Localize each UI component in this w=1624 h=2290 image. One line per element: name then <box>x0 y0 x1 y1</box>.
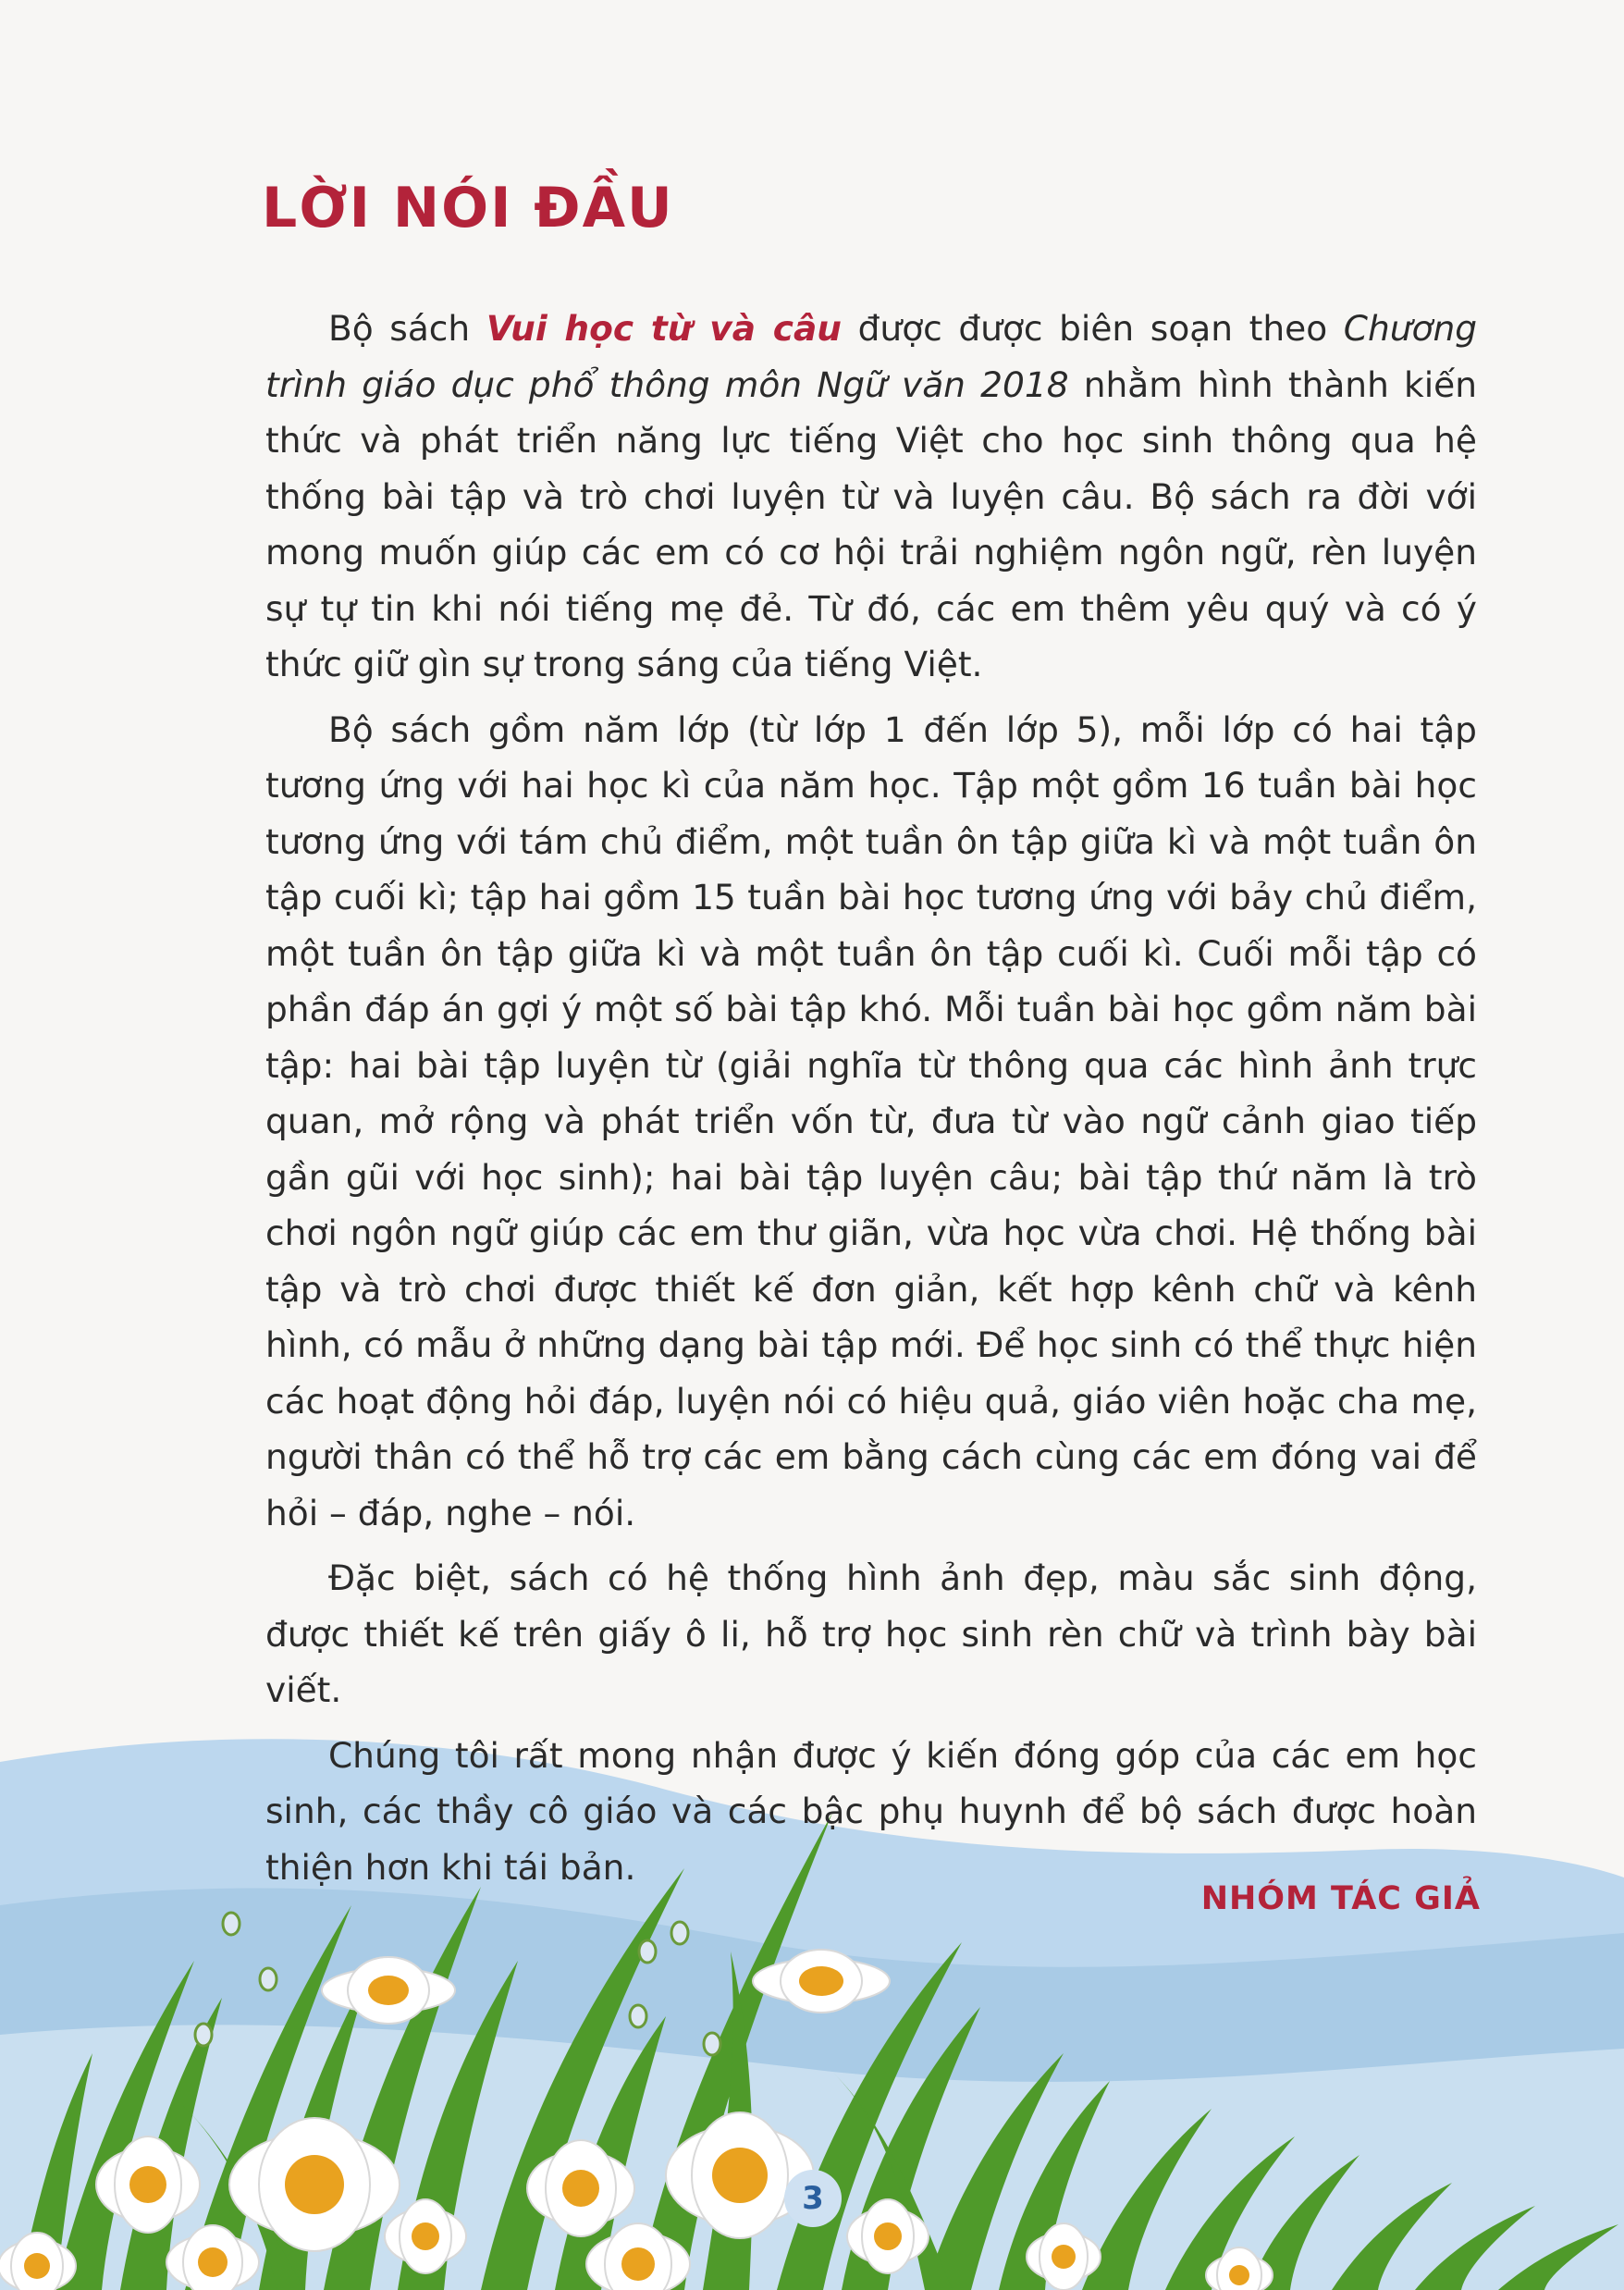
page-title: LỜI NÓI ĐẦU <box>262 176 674 240</box>
p1-text-3: nhằm hình thành kiến thức và phát triển năng lực tiếng Việt cho học sinh thông qua hệ thống bài tập và trò chơi luyện từ và luyện câu. Bộ sách ra đời với mong muốn giúp các em có cơ hội trải nghiệm ngôn ngữ, rèn luyện sự tự tin khi nói tiếng mẹ đẻ. Từ đó, các em thêm yêu quý và có ý thức giữ gìn sự trong sáng của tiếng Việt. <box>265 363 1477 684</box>
page-number: 3 <box>784 2170 842 2227</box>
paragraph-2: Bộ sách gồm năm lớp (từ lớp 1 đến lớp 5), mỗi lớp có hai tập tương ứng với hai học kì của năm học. Tập một gồm 16 tuần bài học tương ứng với tám chủ điểm, một tuần ôn tập giữa kì và một tuần ôn tập cuối kì; tập hai gồm 15 tuần bài học tương ứng với bảy chủ điểm, một tuần ôn tập giữa kì và một tuần ôn tập cuối kì. Cuối mỗi tập có phần đáp án gợi ý một số bài tập khó. Mỗi tuần bài học gồm năm bài tập: hai bài tập luyện từ (giải nghĩa từ thông qua các hình ảnh trực quan, mở rộng và phát triển vốn từ, đưa từ vào ngữ cảnh giao tiếp gần gũi với học sinh); hai bài tập luyện câu; bài tập thứ năm là trò chơi ngôn ngữ giúp các em thư giãn, vừa học vừa chơi. Hệ thống bài tập và trò chơi được thiết kế đơn giản, kết hợp kênh chữ và kênh hình, có mẫu ở những dạng bài tập mới. Để học sinh có thể thực hiện các hoạt động hỏi đáp, luyện nói có hiệu quả, giáo viên hoặc cha mẹ, người thân có thể hỗ trợ các em bằng cách cùng các em đóng vai để hỏi – đáp, nghe – nói. <box>265 708 1477 1533</box>
p1-text-1: Bộ sách <box>328 308 486 349</box>
paragraph-4: Chúng tôi rất mong nhận được ý kiến đóng góp của các em học sinh, các thầy cô giáo và các bậc phụ huynh để bộ sách được hoàn thiện hơn khi tái bản. <box>265 1734 1477 1888</box>
series-title: Vui học từ và câu <box>486 308 842 349</box>
paragraph-3: Đặc biệt, sách có hệ thống hình ảnh đẹp, màu sắc sinh động, được thiết kế trên giấy ô li, hỗ trợ học sinh rèn chữ và trình bày bài viết. <box>265 1557 1477 1710</box>
curriculum-name: Chương trình giáo dục phổ thông môn Ngữ văn 2018 <box>265 308 1478 405</box>
preface-body <box>265 301 1477 1895</box>
paragraph-1 <box>265 301 1477 693</box>
p1-text-2: được được biên soạn theo <box>842 308 1344 349</box>
author-signature: NHÓM TÁC GIẢ <box>1200 1880 1481 1917</box>
